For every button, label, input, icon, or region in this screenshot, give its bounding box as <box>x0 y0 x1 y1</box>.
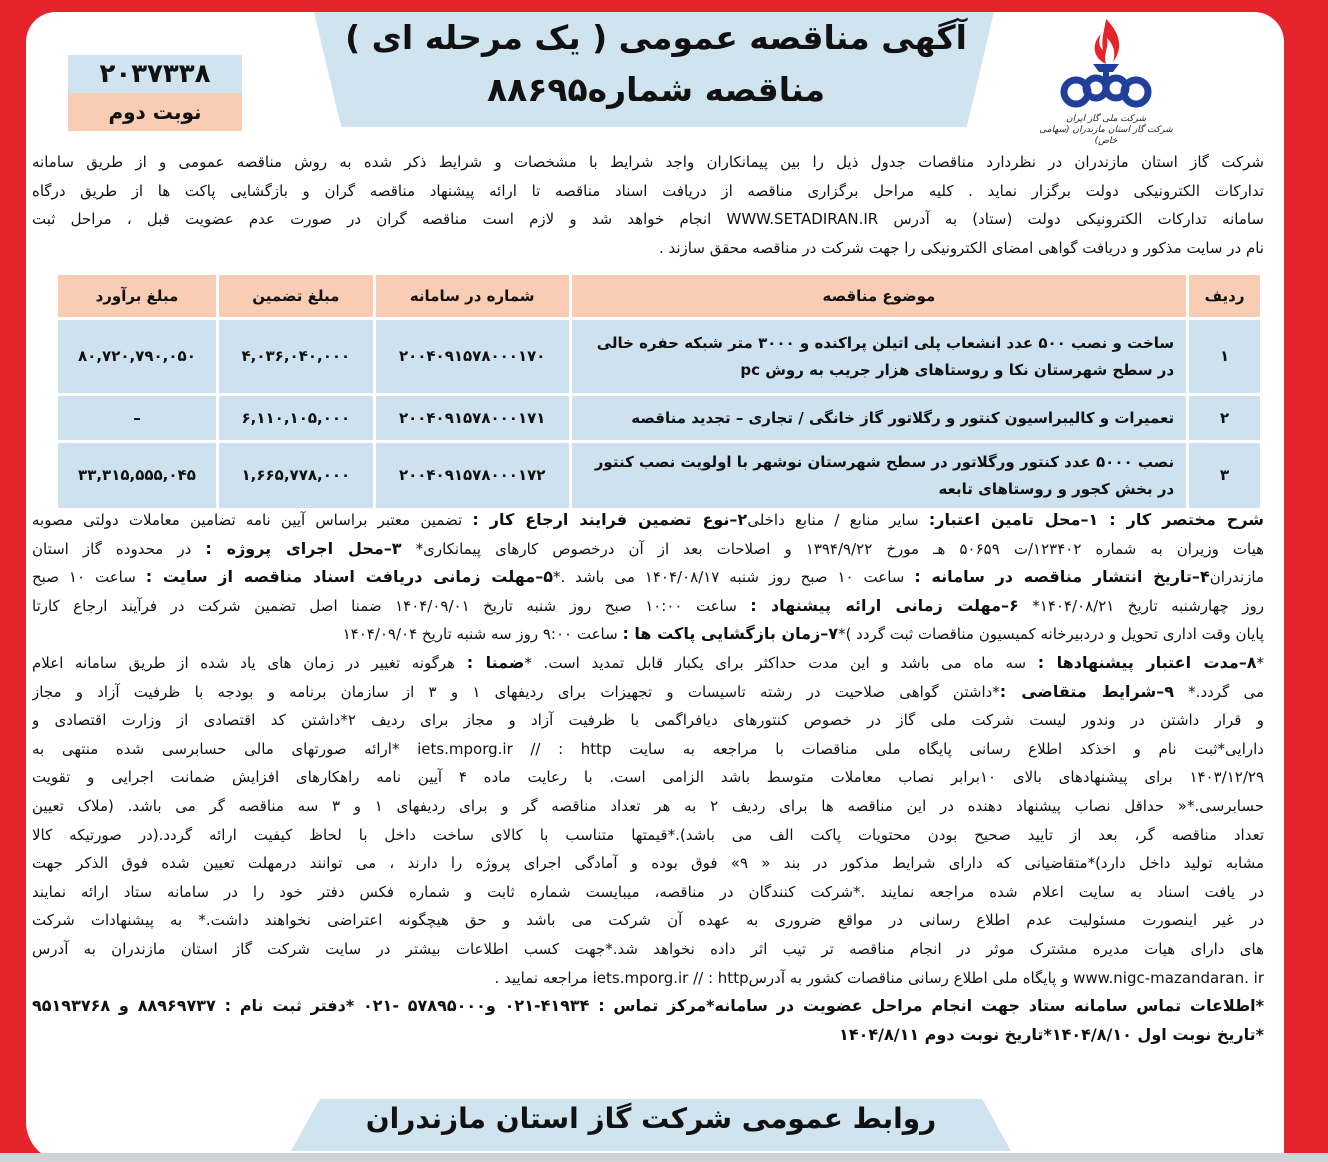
bold-heading-segment: ۵–مهلت زمانی دریافت اسناد مناقصه از سایت : <box>145 567 553 587</box>
text-segment: ساعت ۹:۰۰ روز سه شنبه تاریخ ۱۴۰۴/۰۹/۰۴ <box>342 625 623 644</box>
text-segment: روز چهارشنبه تاریخ ۱۴۰۴/۰۸/۲۱* <box>1018 596 1264 615</box>
system-number: ۲۰۰۴۰۹۱۵۷۸۰۰۰۱۷۰ <box>374 319 570 395</box>
text-line <box>32 964 1264 993</box>
header-system-number: شماره در سامانه <box>374 274 570 319</box>
bold-heading-segment: *تاریخ نوبت اول ۱۴۰۴/۸/۱۰*تاریخ نوبت دوم ۱۴۰۴/۸/۱۱ <box>839 1024 1264 1044</box>
text-line <box>32 592 1264 621</box>
table-row <box>57 319 1262 395</box>
row-number: ۲ <box>1188 395 1262 442</box>
text-segment: www.nigc-mazandaran. ir و پایگاه ملی اطلاع رسانی مناقصات کشور به آدرسiets.mporg.ir // : http مراجعه نمایید . <box>494 968 1264 987</box>
estimate-amount: ۳۳,۳۱۵,۵۵۵,۰۴۵ <box>57 442 218 510</box>
advertisement-card <box>26 12 1284 1162</box>
text-segment: ساعت ۱۰ صبح روز شنبه ۱۴۰۴/۰۸/۱۷ می باشد .* <box>552 568 915 587</box>
header-guarantee: مبلغ تضمین <box>217 274 374 319</box>
text-segment: حسابرسی.*« حداقل نصاب پیشنهاد دهنده در این مناقصه ها برای ردیف ۲ به هر تعداد مناقصه گر و برای ردیفهای ۱ و ۳ سه مناقصه گر می باشد. (ملاک تعیین <box>32 796 1264 815</box>
text-line <box>32 205 1264 234</box>
text-segment: *داشتن گواهی صلاحیت در رشته تاسیسات و تجهیزات برای ردیفهای ۱ و ۳ از سازمان برنامه و بودجه با ظرفیت آزاد و مجاز <box>32 682 1000 701</box>
nigc-logo <box>1036 14 1176 144</box>
footer-signature: روابط عمومی شرکت گاز استان مازندران <box>365 1102 937 1135</box>
tender-subject: ساخت و نصب ۵۰۰ عدد انشعاب پلی اتیلن پراکنده و ۳۰۰۰ متر شبکه حفره خالی در سطح شهرستان نکا و روستاهای هزار جریب به روش pc <box>570 319 1188 395</box>
bold-heading-segment: *اطلاعات تماس سامانه ستاد جهت انجام مراحل عضویت در سامانه*مرکز تماس : ۴۱۹۳۴-۰۲۱ و۵۷۸۹۵۰۰۰ -۰۲۱ *دفتر ثبت نام : ۸۸۹۶۹۷۳۷ و ۹۵۱۹۳۷۶۸ <box>32 996 1264 1016</box>
tender-subject: نصب ۵۰۰۰ عدد کنتور ورگلاتور در سطح شهرستان نوشهر با اولویت نصب کنتور در بخش کجور و روستاهای تابعه <box>570 442 1188 510</box>
text-segment: تدارکات الکترونیکی دولت برگزار نماید . کلیه مراحل برگزاری مناقصه از دریافت اسناد مناقصه تا ارائه پیشنهاد مناقصه گران و بازگشایی پاکت ها از طریق درگاه <box>32 181 1264 200</box>
text-line <box>32 821 1264 850</box>
text-segment: هرگونه تغییر در زمان های یاد شده از طریق سامانه اعلام <box>32 653 467 672</box>
text-line <box>32 1021 1264 1050</box>
text-line <box>32 906 1264 935</box>
text-segment: پایان وقت اداری تحویل و دردبیرخانه کمیسیون مناقصات ثبت گردد )* <box>838 625 1264 644</box>
bold-heading-segment: ضمنا : <box>466 652 525 672</box>
text-segment: می گردد.* <box>1173 682 1264 701</box>
text-line <box>32 649 1264 678</box>
row-number: ۳ <box>1188 442 1262 510</box>
text-line <box>32 706 1264 735</box>
estimate-amount: ۸۰,۷۲۰,۷۹۰,۰۵۰ <box>57 319 218 395</box>
table-row <box>57 442 1262 510</box>
header-estimate: مبلغ برآورد <box>57 274 218 319</box>
text-segment: * <box>1256 653 1264 672</box>
text-segment: مازندران <box>1209 568 1264 587</box>
system-number: ۲۰۰۴۰۹۱۵۷۸۰۰۰۱۷۱ <box>374 395 570 442</box>
text-line <box>32 792 1264 821</box>
guarantee-amount: ۱,۶۶۵,۷۷۸,۰۰۰ <box>217 442 374 510</box>
conditions-paragraph <box>32 506 1264 1049</box>
header-row-number: ردیف <box>1188 274 1262 319</box>
text-line <box>32 234 1264 263</box>
bold-heading-segment: ۶–مهلت زمانی ارائه پیشنهاد : <box>750 595 1019 615</box>
bottom-strip <box>0 1153 1328 1162</box>
text-segment: ۱۴۰۳/۱۲/۲۹ برای پیشنهادهای بالای ۱۰برابر نصاب معاملات متوسط باشد الزامی است. با رعایت ماده ۴ آیین نامه راهکارهای افزایش ضمانت اجرایی و تقویت <box>32 768 1264 787</box>
text-segment: و قرار داشتن در وندور لیست شرکت ملی گاز در خصوص کنتورهای دیافراگمی با ظرفیت آزاد و مجاز برای ردیف ۲*داشتن کد اقتصادی از وزارت اقتصادی و <box>32 711 1264 730</box>
logo-text-line2: شرکت گاز استان مازندران (سهامی خاص) <box>1039 125 1173 146</box>
text-segment: در محدوده گاز استان <box>32 539 206 558</box>
tender-number-title: مناقصه شماره۸۸۶۹۵ <box>486 70 826 109</box>
table-header-row <box>57 274 1262 319</box>
text-line <box>32 735 1264 764</box>
text-line <box>32 992 1264 1021</box>
header-subject: موضوع مناقصه <box>570 274 1188 319</box>
bold-heading-segment: ۷–زمان بازگشایی پاکت ها : <box>622 624 839 644</box>
text-segment: تضمین معتبر براساس آیین نامه تضامین معاملات دولتی مصوبه <box>32 511 473 529</box>
logo-text-line1: شرکت ملی گاز ایران <box>1066 114 1146 124</box>
tender-subject: تعمیرات و کالیبراسیون کنتور و رگلاتور گاز خانگی / تجاری – تجدید مناقصه <box>570 395 1188 442</box>
text-segment: های دارای هیات مدیره مشترک موثر در انجام مناقصه تر تیب اثر داده نخواهد شد.*جهت کسب اطلاعات بیشتر در سایت شرکت گاز استان مازندران به آدرس <box>32 939 1264 958</box>
system-number: ۲۰۰۴۰۹۱۵۷۸۰۰۰۱۷۲ <box>374 442 570 510</box>
text-segment: شرکت گاز استان مازندران در نظردارد مناقصات جدول ذیل را بین پیمانکاران واجد شرایط با مشخصات و شرایط ذکر شده به روش مناقصه عمومی و از طریق سامانه <box>32 153 1264 171</box>
text-line <box>32 620 1264 649</box>
text-segment: سه ماه می باشد و این مدت حداکثر برای یکبار قابل تمدید است. * <box>524 653 1038 672</box>
text-segment: تعداد مناقصه گر، بعد از تایید صحیح بودن محتویات پاکت الف می باشد).*قیمتها متناسب با کالای ساخت داخل با لحاظ کیفیت ارائه گردد.(در صورتیکه کالا <box>32 825 1264 844</box>
estimate-amount: – <box>57 395 218 442</box>
bold-heading-segment: ۸–مدت اعتبار پیشنهادها : <box>1037 652 1257 672</box>
bold-heading-segment: ۴–تاریخ انتشار مناقصه در سامانه : <box>914 567 1210 587</box>
text-line <box>32 563 1264 592</box>
text-segment: سامانه تدارکات الکترونیکی دولت (ستاد) به آدرس WWW.SETADIRAN.IR انجام خواهد شد و لازم است مناقصه گران در صورت عدم عضویت قبل ، مراحل ثبت <box>32 210 1264 229</box>
text-line <box>32 148 1264 177</box>
bold-heading-segment: ۹–شرایط متقاضی : <box>999 681 1174 701</box>
text-line <box>32 878 1264 907</box>
guarantee-amount: ۶,۱۱۰,۱۰۵,۰۰۰ <box>217 395 374 442</box>
text-segment: در غیر اینصورت مسئولیت عدم اطلاع رسانی در مواقع ضروری به عهده آن شرکت می باشد و حق هیچگونه اعتراضی نخواهند داشت.* به پیشنهادات شرکت <box>32 911 1264 930</box>
text-segment: ساعت ۱۰ صبح <box>32 568 146 587</box>
guarantee-amount: ۴,۰۳۶,۰۴۰,۰۰۰ <box>217 319 374 395</box>
table-row <box>57 395 1262 442</box>
ad-number: ۲۰۳۷۳۳۸ <box>68 55 242 93</box>
bold-heading-segment: ۲–نوع تضمین فرایند ارجاع کار : <box>472 510 748 529</box>
text-segment: سایر منابع / منابع داخلی <box>747 511 929 529</box>
text-segment: مشابه تولید داخل دارد)*متقاضیانی که دارای شرایط مذکور در بند « ۹» فوق بوده و آمادگی اجرای پروژه را دارند ، می توانند درمهلت تعیین شده فوق الذکر جهت <box>32 854 1264 873</box>
text-line <box>32 177 1264 206</box>
text-segment: هیات وزیران به شماره ۱۲۳۴۰۲/ت ۵۰۶۵۹ هـ مورخ ۱۳۹۴/۹/۲۲ و اصلاحات بعد از آن درخصوص کارهای پیمانکاری* <box>401 539 1264 558</box>
turn-label: نوبت دوم <box>68 93 242 131</box>
tenders-table <box>55 272 1263 511</box>
text-line <box>32 935 1264 964</box>
text-segment: ساعت ۱۰:۰۰ صبح روز شنبه تاریخ ۱۴۰۴/۰۹/۰۱ ضمنا اصل تضمین شرکت در فرآیند ارجاع کارتا <box>32 596 751 615</box>
row-number: ۱ <box>1188 319 1262 395</box>
intro-paragraph <box>32 148 1264 262</box>
bold-heading-segment: ۳–محل اجرای پروژه : <box>205 538 402 558</box>
text-line <box>32 763 1264 792</box>
bold-heading-segment: شرح مختصر کار : ۱–محل تامین اعتبار: <box>928 510 1264 529</box>
ad-title: آگهی مناقصه عمومی ( یک مرحله ای ) <box>345 18 967 57</box>
text-segment: نام در سایت مذکور و دریافت گواهی امضای الکترونیکی را جهت شرکت در مناقصه محقق سازند . <box>658 238 1264 257</box>
text-line <box>32 849 1264 878</box>
text-line <box>32 506 1264 535</box>
text-line <box>32 678 1264 707</box>
flame-logo-icon <box>1051 14 1161 114</box>
text-segment: دارایی*ثبت نام و اخذکد اطلاع رسانی پایگاه ملی مناقصات با مراجعه به سایت iets.mporg.ir // : http *ارائه صورتهای مالی حسابرسی شده منتهی به <box>32 739 1264 758</box>
text-segment: در یافت اسناد به سایت اعلام شده مراجعه نمایند .*شرکت کنندگان در مناقصه، میبایست شماره ثابت و شماره فکس دفتر خود را در سامانه ستاد ارائه نمایند <box>32 882 1264 901</box>
text-line <box>32 535 1264 564</box>
